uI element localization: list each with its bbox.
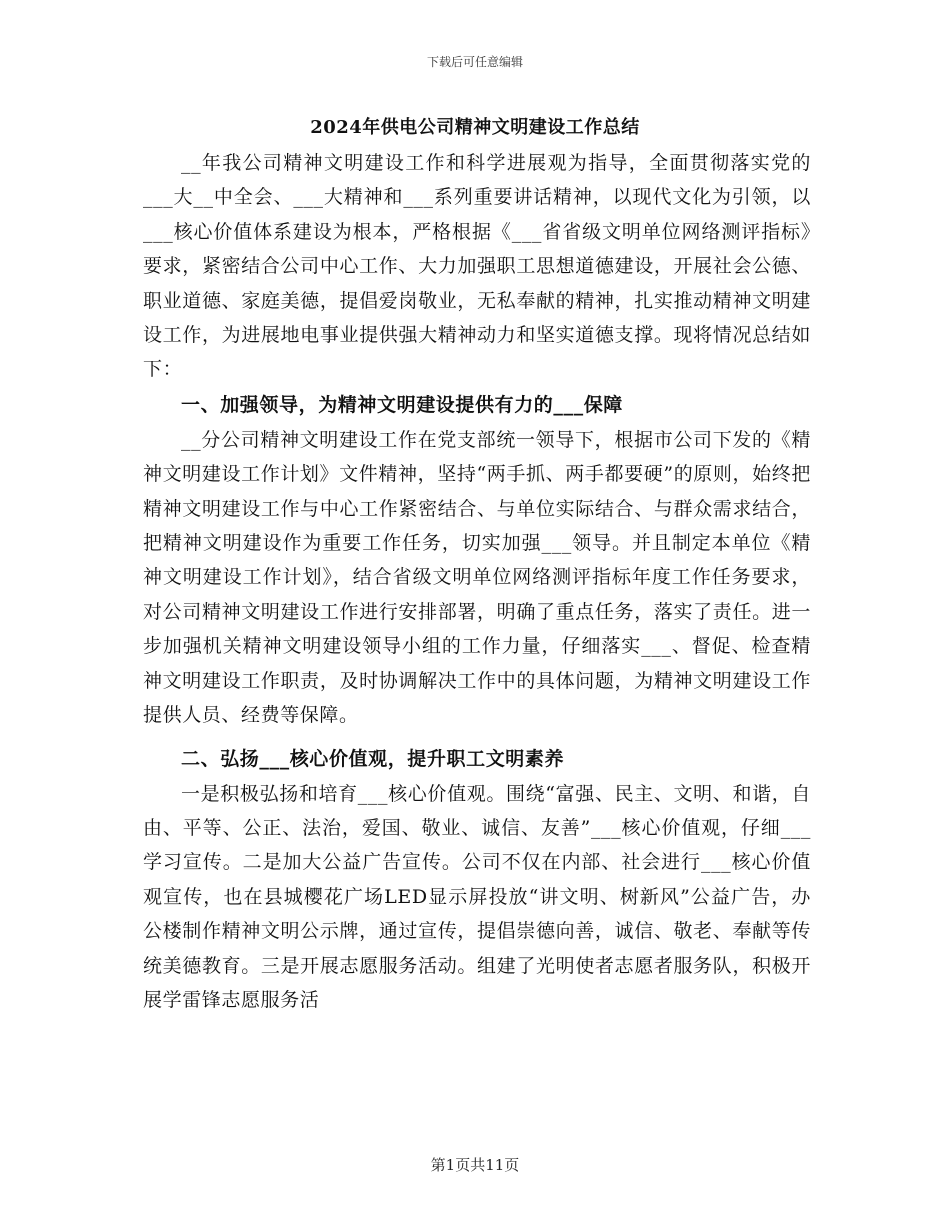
document-title: 2024年供电公司精神文明建设工作总结 (310, 117, 640, 138)
document-body (143, 146, 811, 1017)
section-2-paragraph: 一是积极弘扬和培育___核心价值观。围绕“富强、民主、文明、和谐，自由、平等、公正、法治，爱国、敬业、诚信、友善”___核心价值观，仔细___学习宣传。二是加大公益广告宣传。公司不仅在内部、社会进行___核心价值观宣传，也在县城樱花广场LED显示屏投放“讲文明、树新风”公益广告，办公楼制作精神文明公示牌，通过宣传，提倡崇德向善，诚信、敬老、奉献等传统美德教育。三是开展志愿服务活动。组建了光明使者志愿者服务队，积极开展学雷锋志愿服务活 (143, 782, 811, 1011)
intro-paragraph: __年我公司精神文明建设工作和科学进展观为指导，全面贯彻落实党的___大__中全会、___大精神和___系列重要讲话精神，以现代文化为引领，以___核心价值体系建设为根本，严格根据《___省省级文明单位网络测评指标》要求，紧密结合公司中心工作、大力加强职工思想道德建设，开展社会公德、职业道德、家庭美德，提倡爱岗敬业，无私奉献的精神，扎实推动精神文明建设工作，为进展地电事业提供强大精神动力和坚实道德支撑。现将情况总结如下： (143, 152, 811, 381)
download-note: 下载后可任意编辑 (426, 55, 523, 69)
section-2-heading: 二、弘扬___核心价值观，提升职工文明素养 (181, 747, 565, 770)
page-number: 第1页共11页 (430, 1156, 520, 1174)
section-1-heading: 一、加强领导，为精神文明建设提供有力的___保障 (181, 393, 623, 416)
section-1-paragraph: __分公司精神文明建设工作在党支部统一领导下，根据市公司下发的《精神文明建设工作计划》文件精神，坚持“两手抓、两手都要硬”的原则，始终把精神文明建设工作与中心工作紧密结合、与单位实际结合、与群众需求结合，把精神文明建设作为重要工作任务，切实加强___领导。并且制定本单位《精神文明建设工作计划》，结合省级文明单位网络测评指标年度工作任务要求，对公司精神文明建设工作进行安排部署，明确了重点任务，落实了责任。进一步加强机关精神文明建设领导小组的工作力量，仔细落实___、督促、检查精神文明建设工作职责，及时协调解决工作中的具体问题，为精神文明建设工作提供人员、经费等保障。 (143, 428, 811, 727)
